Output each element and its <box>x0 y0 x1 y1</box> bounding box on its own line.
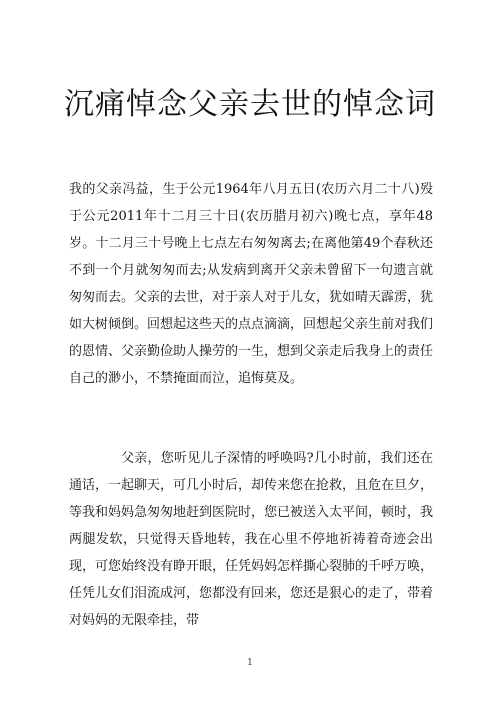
paragraph-2: 父亲，您听见儿子深情的呼唤吗?几小时前，我们还在通话，一起聊天，可几小时后，却传来您在抢救，且危在旦夕，等我和妈妈急匆匆地赶到医院时，您已被送入太平间，顿时，我两腿发软，只觉得天昏地转，我在心里不停地祈祷着奇迹会出现，可您始终没有睁开眼，任凭妈妈怎样撕心裂肺的千呼万唤，任凭儿女们泪流成河，您都没有回来，您还是狠心的走了，带着对妈妈的无限牵挂，带 <box>69 451 434 628</box>
paragraph-1: 我的父亲冯益，生于公元1964年八月五日(农历六月二十八)殁于公元2011年十二月三十日(农历腊月初六)晚七点，享年48岁。十二月三十号晚上七点左右匆匆离去;在离他第49个春秋还不到一个月就匆匆而去;从发病到离开父亲未曾留下一句遗言就匆匆而去。父亲的去世，对于亲人对于儿女，犹如晴天霹雳，犹如大树倾倒。回想起这些天的点点滴滴，回想起父亲生前对我们的恩情、父亲勤俭助人操劳的一生，想到父亲走后我身上的责任自己的渺小，不禁掩面而泣，追悔莫及。 <box>69 182 434 386</box>
document-title: 沉痛悼念父亲去世的悼念词 <box>64 87 436 122</box>
page-number: 1 <box>247 658 253 668</box>
